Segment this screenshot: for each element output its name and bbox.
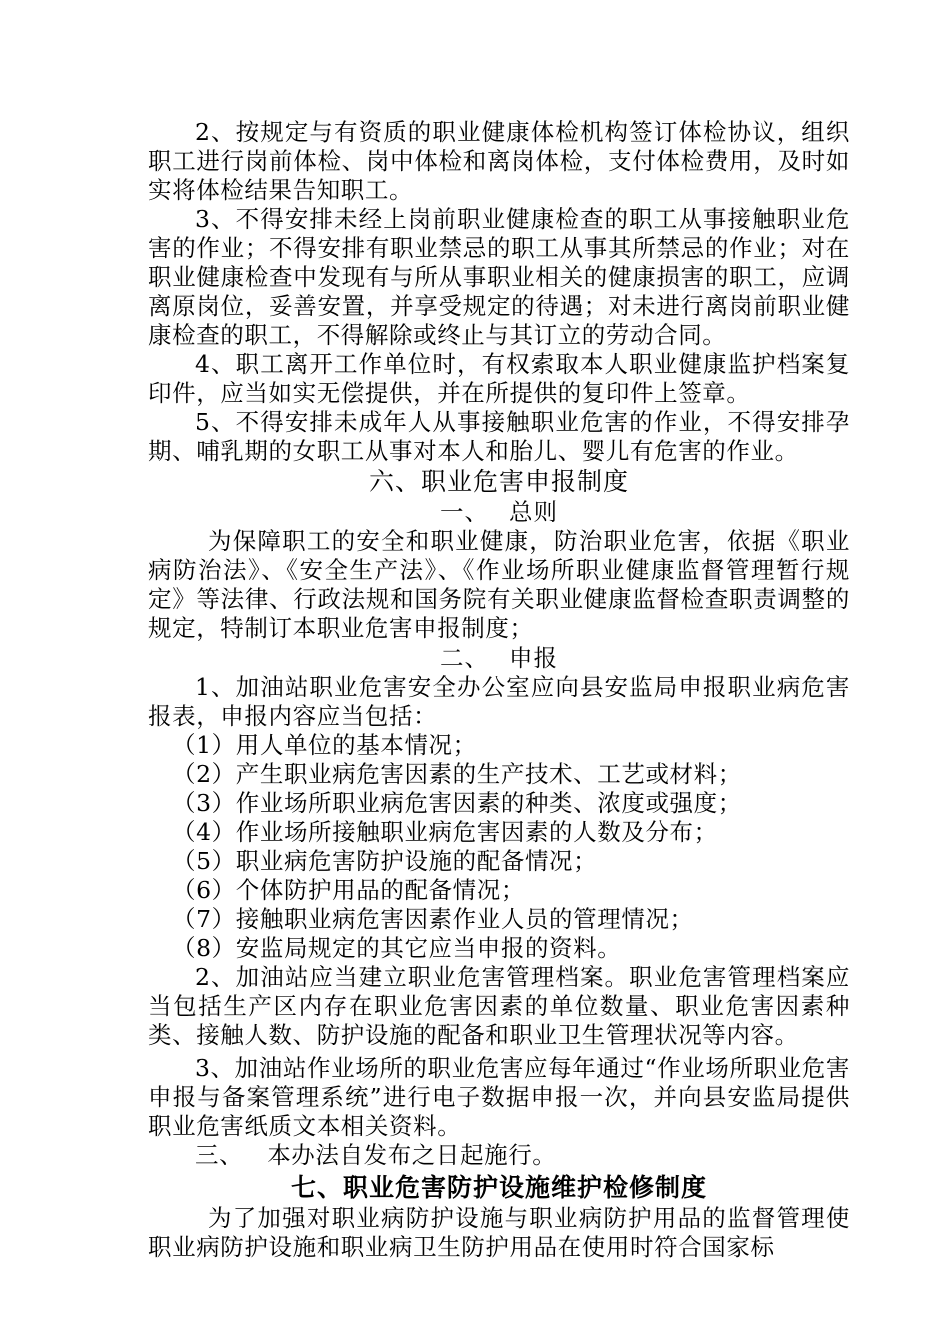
part3-clause: [148, 1141, 850, 1170]
section-six-part1-heading: [148, 497, 850, 527]
part1-title: 总则: [509, 498, 558, 526]
part2-number: 二、: [440, 644, 489, 672]
part2-item2: 2、加油站应当建立职业危害管理档案。职业危害管理档案应当包括生产区内存在职业危害因素的单位数量、职业危害因素种类、接触人数、防护设施的配备和职业卫生管理状况等内容。: [148, 963, 850, 1049]
list-item: （2）产生职业病危害因素的生产技术、工艺或材料；: [172, 760, 742, 788]
paragraph-item-3: 3、不得安排未经上岗前职业健康检查的职工从事接触职业危害的作业；不得安排有职业禁忌的职工从事其所禁忌的作业；对在职业健康检查中发现有与所从事职业相关的健康损害的职工，应调离原岗位，妥善安置，并享受规定的待遇；对未进行离岗前职业健康检查的职工，不得解除或终止与其订立的劳动合同。: [148, 205, 850, 349]
part1-text: 为保障职工的安全和职业健康，防治职业危害，依据《职业病防治法》、《安全生产法》、《作业场所职业健康监督管理暂行规定》等法律、行政法规和国务院有关职业健康监督检查职责调整的规定，特制订本职业危害申报制度；: [148, 527, 850, 642]
part2-intro: 1、加油站职业危害安全办公室应向县安监局申报职业病危害报表，申报内容应当包括：: [148, 673, 850, 730]
section-six-part2-heading: [148, 643, 850, 673]
list-item: （3）作业场所职业病危害因素的种类、浓度或强度；: [172, 789, 742, 817]
section-six-title: 六、职业危害申报制度: [368, 467, 629, 496]
list-item: （4）作业场所接触职业病危害因素的人数及分布；: [172, 818, 718, 846]
paragraph-item-5: 5、不得安排未成年人从事接触职业危害的作业，不得安排孕期、哺乳期的女职工从事对本人和胎儿、婴儿有危害的作业。: [148, 408, 850, 465]
paragraph-item-2: 2、按规定与有资质的职业健康体检机构签订体检协议，组织职工进行岗前体检、岗中体检和离岗体检，支付体检费用，及时如实将体检结果告知职工。: [148, 118, 850, 204]
part2-title: 申报: [509, 644, 558, 672]
part2-item3: 3、加油站作业场所的职业危害应每年通过“作业场所职业危害申报与备案管理系统”进行电子数据申报一次，并向县安监局提供职业危害纸质文本相关资料。: [148, 1054, 850, 1140]
section-seven-title: 七、职业危害防护设施维护检修制度: [290, 1173, 707, 1202]
list-item: （5）职业病危害防护设施的配备情况；: [172, 847, 598, 875]
paragraph-item-4: 4、职工离开工作单位时，有权索取本人职业健康监护档案复印件，应当如实无偿提供，并在所提供的复印件上签章。: [148, 350, 850, 407]
list-item: （6）个体防护用品的配备情况；: [172, 876, 525, 904]
part1-number: 一、: [440, 498, 489, 526]
list-item: （7）接触职业病危害因素作业人员的管理情况；: [172, 905, 694, 933]
part3-number: 三、: [195, 1141, 244, 1169]
list-item: （8）安监局规定的其它应当申报的资料。: [172, 934, 622, 962]
section-seven-text: 为了加强对职业病防护设施与职业病防护用品的监督管理使职业病防护设施和职业病卫生防护用品在使用时符合国家标: [148, 1204, 850, 1261]
list-item: （1）用人单位的基本情况；: [172, 731, 477, 759]
document-page: [148, 118, 850, 1262]
part3-text: 本办法自发布之日起施行。: [267, 1141, 557, 1169]
